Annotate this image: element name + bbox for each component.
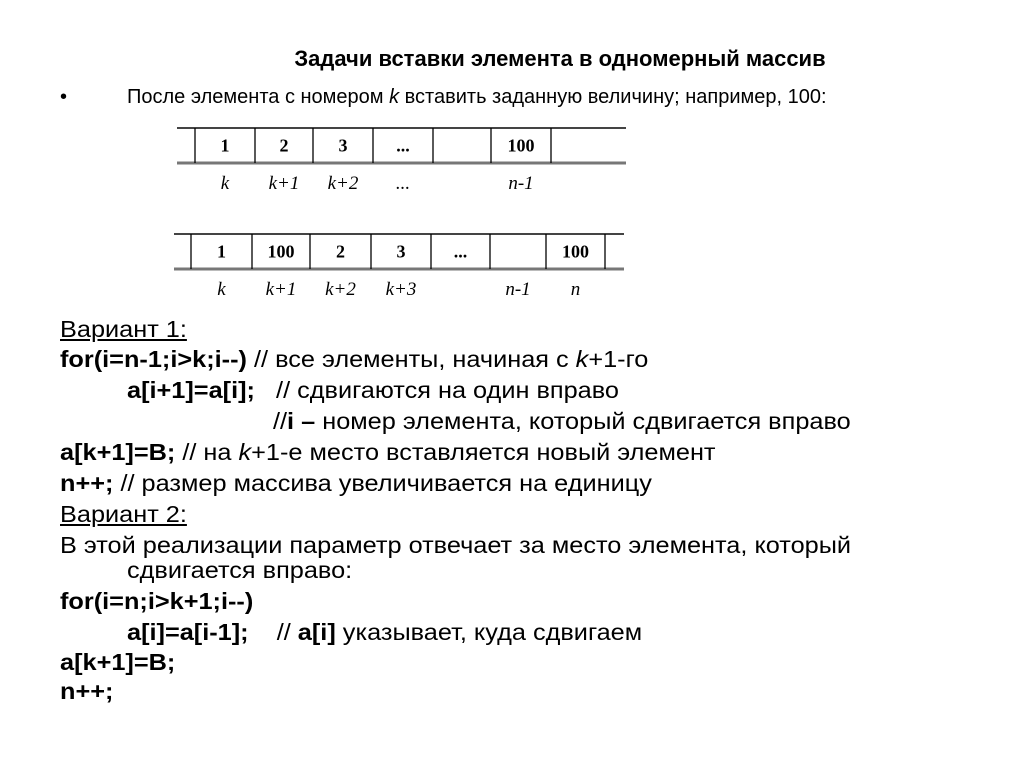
comment: +1-е место вставляется новый элемент <box>251 439 716 465</box>
code-line <box>60 588 253 615</box>
comment: // <box>248 619 298 645</box>
cell-index: k+2 <box>327 173 359 194</box>
cell-index: k+1 <box>268 173 300 194</box>
code: a[i+1]=a[i]; <box>127 377 255 403</box>
array-cell: 2 <box>336 241 345 262</box>
cell-index: n <box>570 279 581 300</box>
cell-index: n-1 <box>505 279 531 300</box>
code: a[i] <box>297 619 336 645</box>
array-cell: 3 <box>338 135 348 156</box>
var-k: k <box>389 86 400 108</box>
array-before <box>177 128 626 194</box>
code-line <box>60 346 648 373</box>
comment: // сдвигаются на один вправо <box>254 377 619 403</box>
comment: номер элемента, который сдвигается вправо <box>315 408 851 434</box>
comment: // <box>273 408 288 434</box>
text: После элемента с номером <box>127 86 390 108</box>
variant1-heading: Вариант 1: <box>60 316 187 342</box>
array-cell: 1 <box>220 135 230 156</box>
code: a[k+1]=B; <box>60 439 176 465</box>
var-k: k <box>575 346 589 372</box>
comment: // все элементы, начиная с <box>246 346 576 372</box>
array-diagrams <box>0 0 1024 320</box>
cell-index: k <box>217 279 226 300</box>
code: for(i=n;i>k+1;i--) <box>60 588 254 614</box>
code: n++; <box>60 678 114 704</box>
code-line <box>60 678 113 705</box>
array-cell: 100 <box>562 241 589 262</box>
cell-index: k+3 <box>385 279 417 300</box>
code-line <box>127 377 619 404</box>
comment: указывает, куда сдвигаем <box>335 619 643 645</box>
code-line <box>127 619 642 646</box>
array-cell: 100 <box>507 135 535 156</box>
slide-title: Задачи вставки элемента в одномерный массив <box>294 46 826 71</box>
code-line <box>60 470 652 497</box>
array-cell: 100 <box>267 241 295 262</box>
array-after <box>174 234 624 300</box>
variant2-heading: Вариант 2: <box>60 501 187 527</box>
cell-index: ... <box>395 173 411 194</box>
cell-index: k <box>220 173 230 194</box>
bullet: • <box>60 86 68 108</box>
code: a[k+1]=B; <box>60 649 176 675</box>
description: В этой реализации параметр отвечает за место элемента, который <box>60 532 852 558</box>
array-cell: ... <box>396 135 410 156</box>
code: a[i]=a[i-1]; <box>127 619 249 645</box>
code-line <box>273 408 851 435</box>
array-cell: 2 <box>279 135 289 156</box>
code-line <box>60 439 716 466</box>
array-cell: 3 <box>396 241 406 262</box>
cell-index: n-1 <box>508 173 534 194</box>
comment: // на <box>175 439 239 465</box>
comment: // размер массива увеличивается на единицу <box>113 470 652 496</box>
description: сдвигается вправо: <box>127 557 353 583</box>
array-cell: 1 <box>217 241 226 262</box>
code: for(i=n-1;i>k;i--) <box>60 346 247 372</box>
code: i – <box>287 408 316 434</box>
array-cell: ... <box>453 241 468 262</box>
cell-index: k+1 <box>265 279 297 300</box>
code: n++; <box>60 470 114 496</box>
comment: +1-го <box>588 346 649 372</box>
var-k: k <box>238 439 252 465</box>
code-line <box>60 649 175 676</box>
text: вставить заданную величину; например, 100: <box>399 86 827 108</box>
cell-index: k+2 <box>325 279 356 300</box>
